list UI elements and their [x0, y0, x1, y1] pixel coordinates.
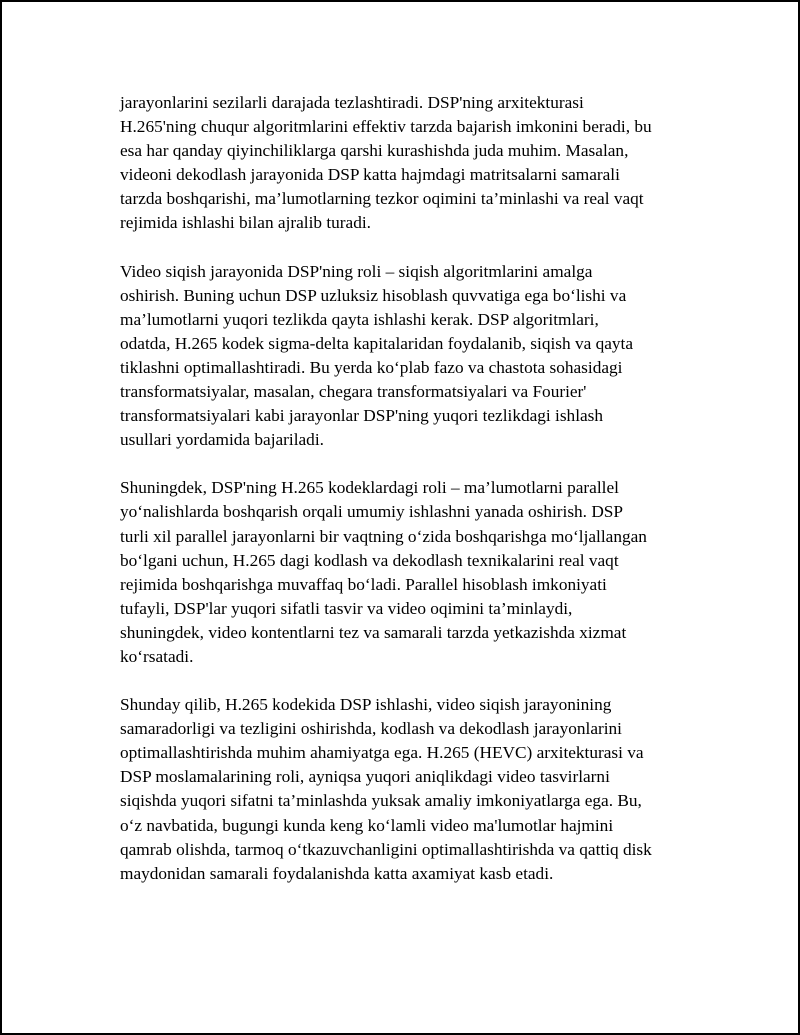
text-line: yo‘nalishlarda boshqarish orqali umumiy ishlashni yanada oshirish. DSP [120, 502, 624, 522]
text-line: tiklashni optimallashtiradi. Bu yerda ko‘plab fazo va chastota sohasidagi [120, 357, 623, 377]
text-line: ma’lumotlarni yuqori tezlikda qayta ishlashi kerak. DSP algoritmlari, [120, 309, 599, 329]
text-line: esa har qanday qiyinchiliklarga qarshi kurashishda juda muhim. Masalan, [120, 141, 629, 161]
text-line: usullari yordamida bajariladi. [120, 430, 324, 450]
text-line: siqishda yuqori sifatni ta’minlashda yuksak amaliy imkoniyatlarga ega. Bu, [120, 791, 642, 811]
text-line: qamrab olishda, tarmoq o‘tkazuvchanligini optimallashtirishda va qattiq disk [120, 839, 652, 859]
text-line: ko‘rsatadi. [120, 646, 194, 666]
text-line: rejimida boshqarishga muvaffaq bo‘ladi. Parallel hisoblash imkoniyati [120, 574, 607, 594]
text-line: jarayonlarini sezilarli darajada tezlashtiradi. DSP'ning arxitekturasi [120, 93, 584, 112]
text-line: videoni dekodlash jarayonida DSP katta hajmdagi matritsalarni samarali [120, 165, 620, 185]
text-line: DSP moslamalarining roli, ayniqsa yuqori aniqlikdagi video tasvirlarni [120, 767, 610, 787]
text-line: transformatsiyalar, masalan, chegara transformatsiyalari va Fourier' [120, 382, 587, 402]
text-line: Shuningdek, DSP'ning H.265 kodeklardagi roli – ma’lumotlarni parallel [120, 478, 619, 498]
paragraph-4 [120, 693, 695, 886]
text-line: optimallashtirishda muhim ahamiyatga ega. H.265 (HEVC) arxitekturasi va [120, 743, 644, 763]
text-line: odatda, H.265 kodek sigma-delta kapitalaridan foydalanib, siqish va qayta [120, 333, 634, 353]
text-line: oshirish. Buning uchun DSP uzluksiz hisoblash quvvatiga ega bo‘lishi va [120, 285, 627, 305]
text-line: Shunday qilib, H.265 kodekida DSP ishlashi, video siqish jarayonining [120, 695, 612, 715]
text-line: o‘z navbatida, bugungi kunda keng ko‘lamli video ma'lumotlar hajmini [120, 815, 614, 835]
paragraph-1 [120, 91, 695, 236]
text-line: transformatsiyalari kabi jarayonlar DSP'ning yuqori tezlikdagi ishlash [120, 406, 604, 426]
text-line: tarzda boshqarishi, ma’lumotlarning tezkor oqimini ta’minlashi va real vaqt [120, 189, 644, 209]
text-line: maydonidan samarali foydalanishda katta axamiyat kasb etadi. [120, 863, 554, 883]
text-line: bo‘lgani uchun, H.265 dagi kodlash va dekodlash texnikalarini real vaqt [120, 550, 619, 570]
text-line: samaradorligi va tezligini oshirishda, kodlash va dekodlash jarayonlarini [120, 719, 622, 739]
document-body [120, 91, 695, 910]
text-line: turli xil parallel jarayonlarni bir vaqtning o‘zida boshqarishga mo‘ljallangan [120, 526, 647, 546]
text-line: H.265'ning chuqur algoritmlarini effektiv tarzda bajarish imkonini beradi, bu [120, 117, 652, 137]
text-line: shuningdek, video kontentlarni tez va samarali tarzda yetkazishda xizmat [120, 622, 627, 642]
paragraph-2 [120, 260, 695, 453]
text-line: tufayli, DSP'lar yuqori sifatli tasvir va video oqimini ta’minlaydi, [120, 598, 573, 618]
text-line: Video siqish jarayonida DSP'ning roli – siqish algoritmlarini amalga [120, 261, 593, 281]
paragraph-3 [120, 476, 695, 669]
text-line: rejimida ishlashi bilan ajralib turadi. [120, 213, 371, 233]
